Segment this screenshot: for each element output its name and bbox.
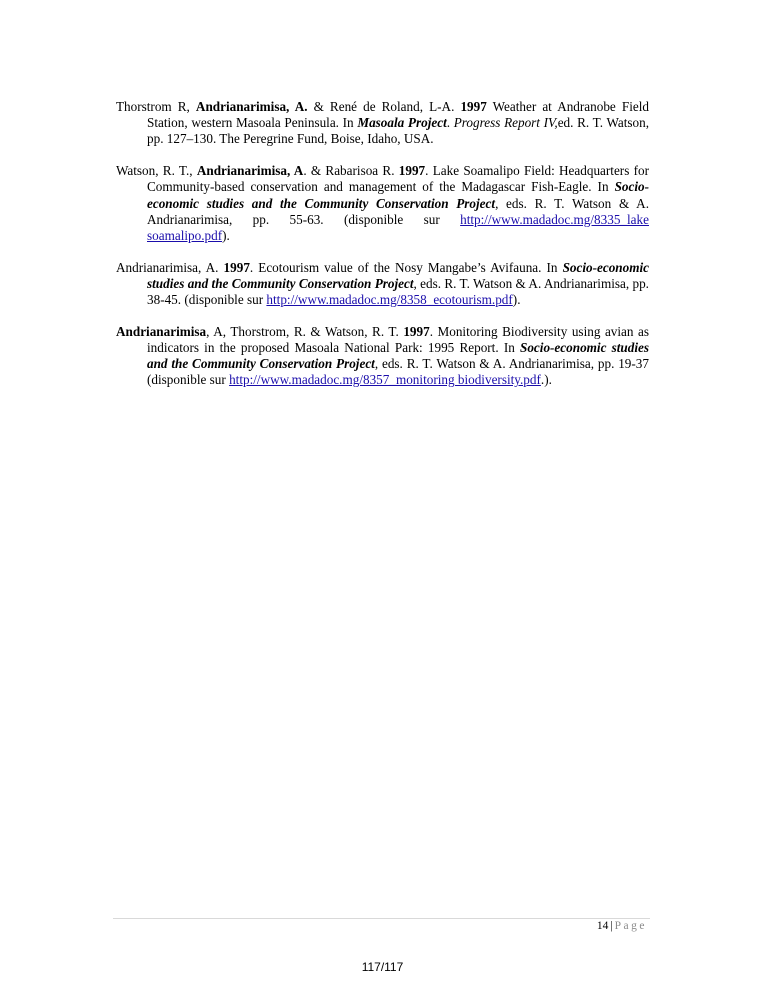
text: , eds. R. T. Watson & A. Andrianarimisa, pp. 19-37 (disponible sur	[147, 356, 649, 388]
source-title: Socio-economic studies and the Community Conservation Project	[147, 179, 649, 211]
author-bold: Andrianarimisa, A.	[195, 99, 308, 114]
text: Andrianarimisa, A.	[116, 259, 224, 275]
series-title: Progress Report IV,	[453, 115, 558, 131]
text: , eds. R. T. Watson & A. Andrianarimisa, pp. 38-45. (disponible sur	[147, 275, 649, 308]
year: 1997	[398, 163, 426, 179]
reference-list	[116, 99, 649, 404]
text: Watson, R. T.,	[116, 163, 197, 179]
text: & René de Roland, L-A.	[307, 99, 461, 114]
text: . Ecotourism value of the Nosy Mangabe’s Avifauna. In	[249, 259, 563, 275]
author-bold: Andrianarimisa, A	[196, 163, 304, 179]
reference-entry-thorstrom	[116, 99, 649, 148]
text: . Lake Soamalipo Field: Headquarters for Community-based conservation and management of the Madagascar Fish-Eagle. In	[147, 163, 649, 195]
text: , eds. R. T. Watson & A. Andrianarimisa, pp. 55-63. (disponible sur	[147, 195, 649, 227]
page-footer	[597, 920, 647, 932]
source-title: Masoala Project	[357, 115, 447, 131]
page-label: Page	[614, 920, 647, 932]
page-counter: 117/117	[361, 960, 404, 974]
source-title: Socio-economic studies and the Community Conservation Project	[147, 259, 649, 291]
footer-divider	[113, 918, 650, 919]
author-bold: Andrianarimisa	[116, 323, 207, 339]
reference-entry-ecotourism	[116, 260, 649, 309]
text: . Monitoring Biodiversity using avian as indicators in the proposed Masoala National Park: 1995 Report. In	[147, 323, 650, 355]
year: 1997	[403, 323, 430, 339]
text: Thorstrom R,	[116, 99, 196, 114]
text: ed. R. T. Watson, pp. 127–130. The Peregrine Fund, Boise, Idaho, USA.	[147, 115, 649, 147]
year: 1997	[223, 259, 250, 275]
text: , A, Thorstrom, R. & Watson, R. T.	[206, 323, 404, 339]
text: ).	[222, 227, 230, 243]
reference-link[interactable]: http://www.madadoc.mg/8335_lake soamalipo.pdf	[147, 211, 649, 243]
reference-entry-watson	[116, 163, 649, 244]
reference-link[interactable]: http://www.madadoc.mg/8358_ecotourism.pdf	[266, 292, 513, 308]
page-number: 14	[596, 920, 609, 932]
text: .	[446, 115, 454, 131]
year: 1997	[460, 99, 487, 114]
text: .).	[540, 372, 552, 388]
text: ).	[512, 292, 521, 308]
text: . & Rabarisoa R.	[303, 163, 399, 179]
page-separator: |	[610, 920, 613, 932]
reference-entry-monitoring	[116, 324, 649, 389]
reference-link[interactable]: http://www.madadoc.mg/8357_monitoring biodiversity.pdf	[229, 372, 541, 388]
text: Weather at Andranobe Field Station, western Masoala Peninsula. In	[147, 99, 649, 131]
source-title: Socio-economic studies and the Community Conservation Project	[147, 339, 649, 372]
